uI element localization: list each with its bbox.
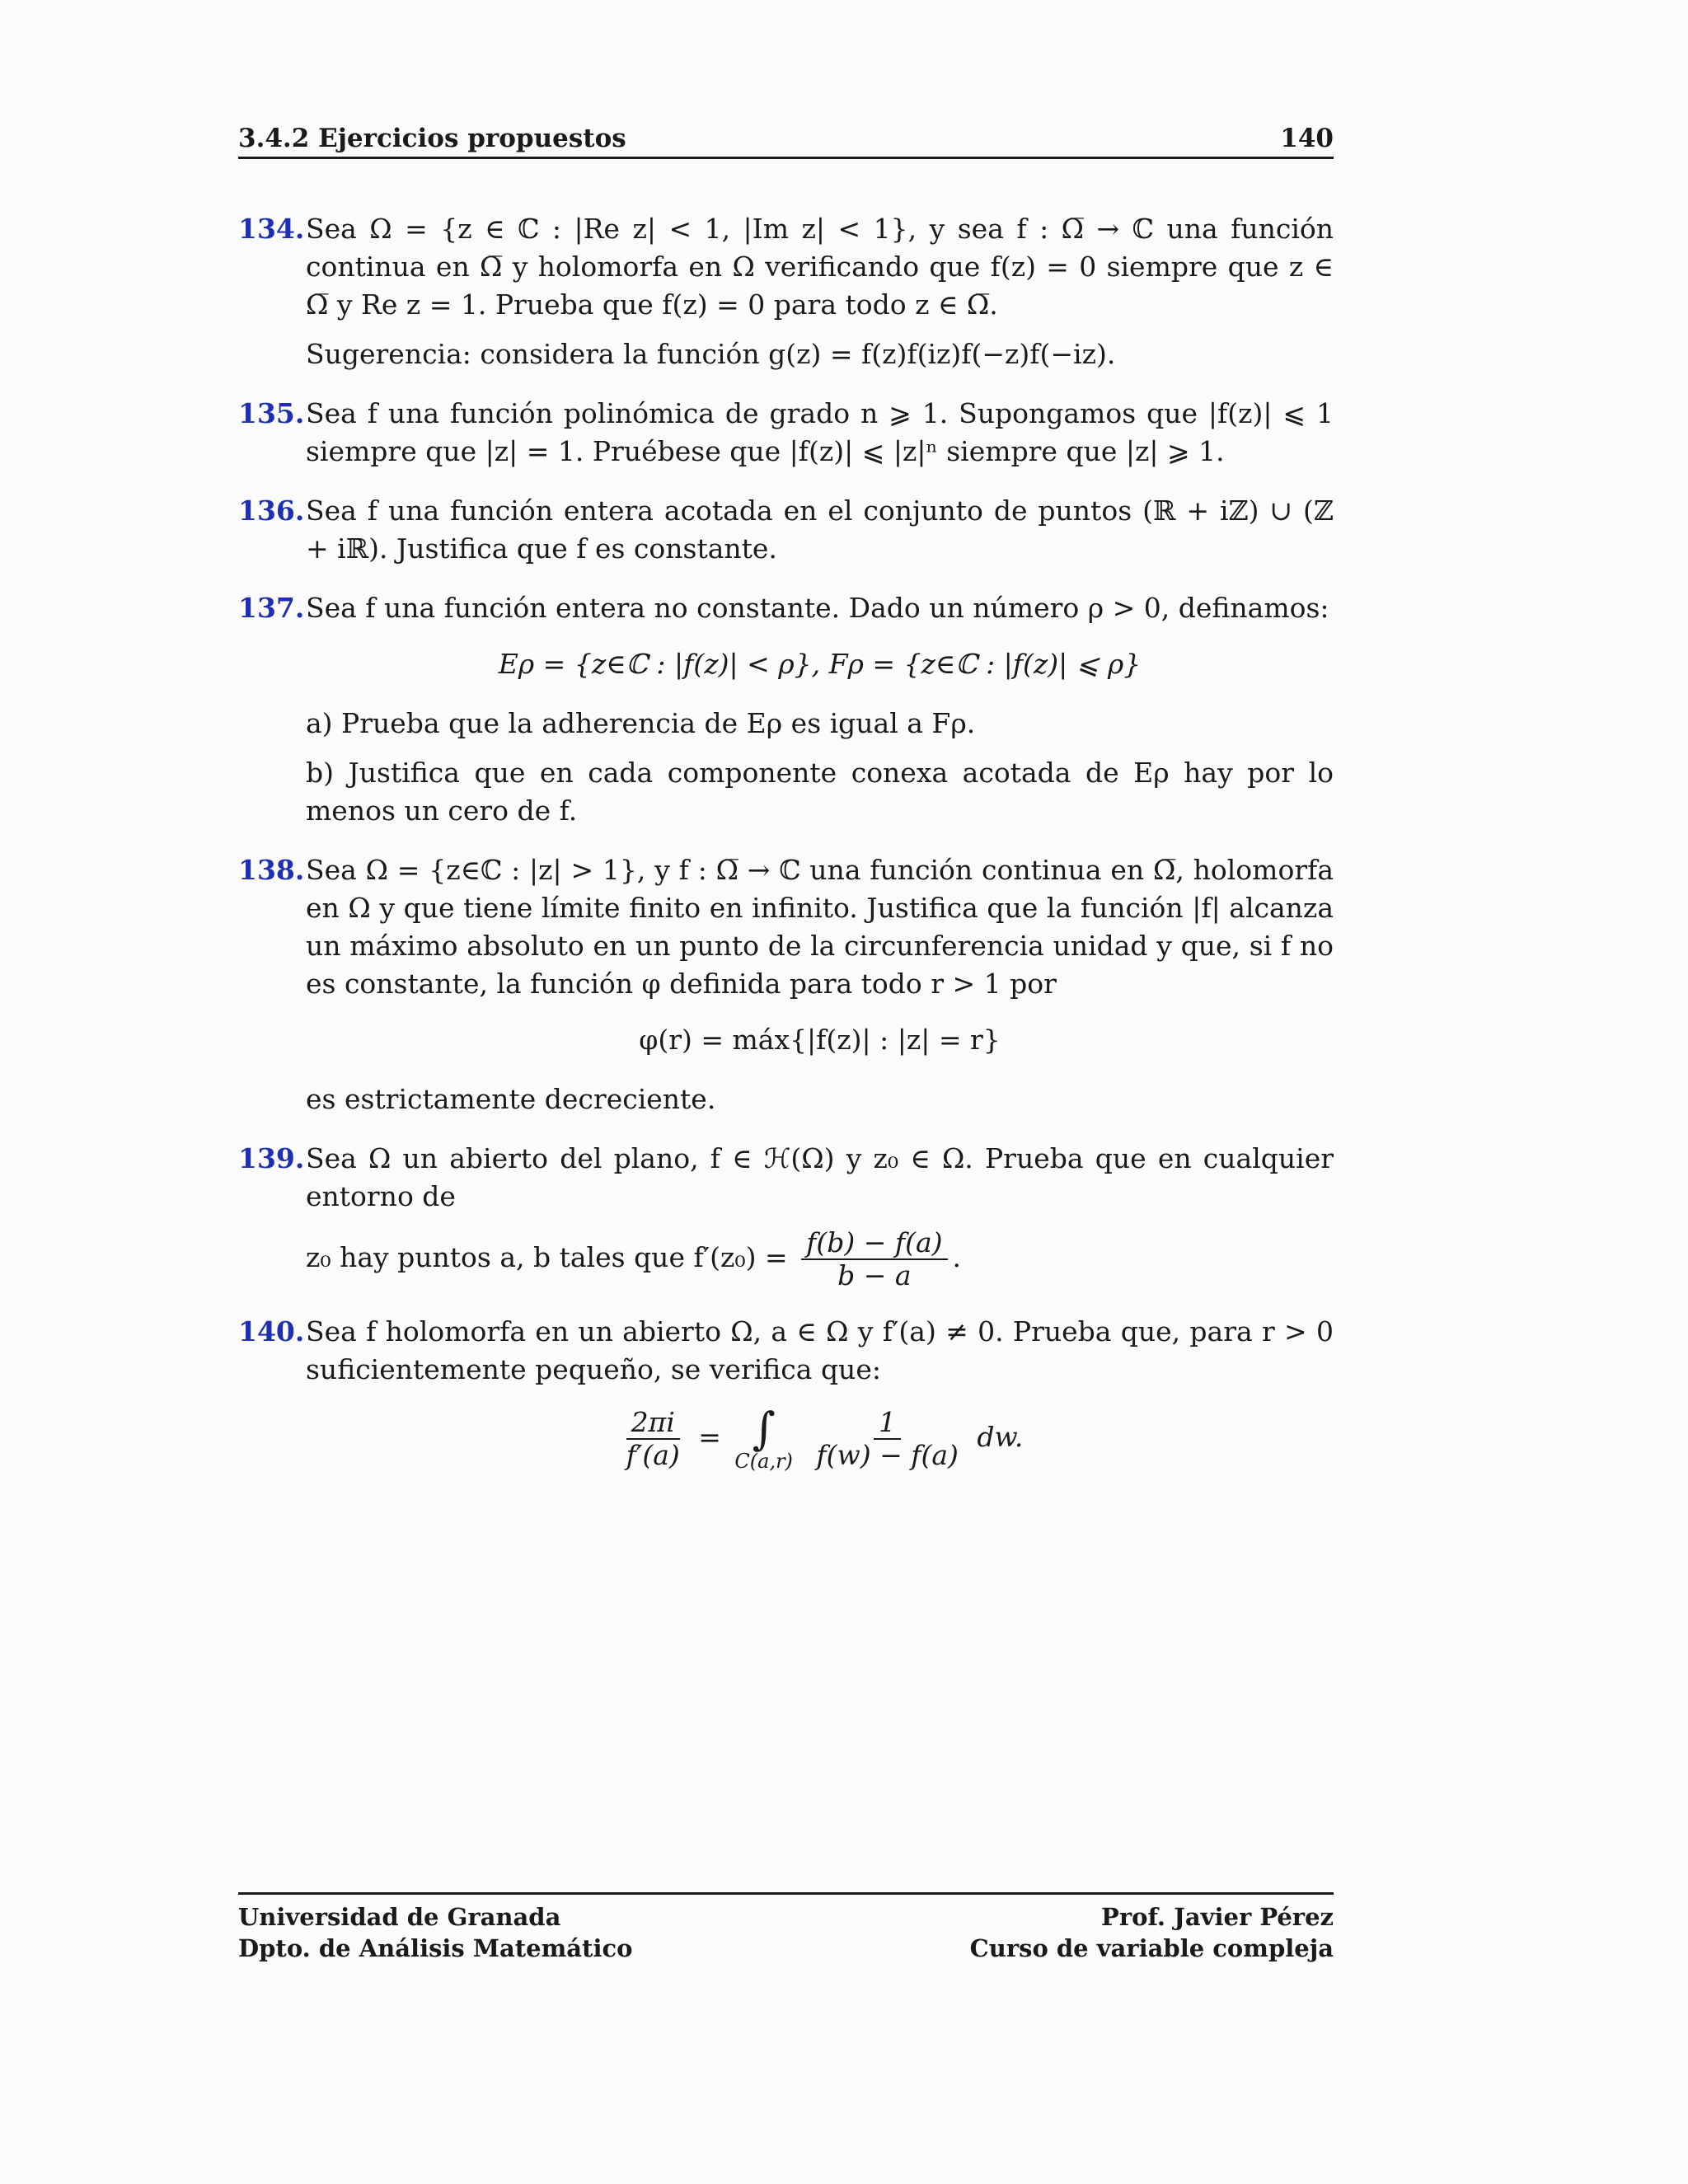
exercise-body <box>306 210 1334 373</box>
exercise-number: 137. <box>238 592 305 624</box>
exercise-134 <box>238 210 1334 373</box>
footer-left <box>238 1901 632 1964</box>
exercise-body <box>306 1313 1334 1493</box>
exercise-number: 136. <box>238 494 305 527</box>
page-footer <box>238 1892 1334 1964</box>
footer-author: Prof. Javier Pérez <box>1101 1903 1334 1931</box>
footer-department: Dpto. de Análisis Matemático <box>238 1934 633 1962</box>
fraction-numerator: 2πi <box>626 1407 680 1440</box>
inline-text: z₀ hay puntos a, b tales que f′(z₀) = <box>306 1241 788 1273</box>
integral <box>734 1403 793 1473</box>
exercise-statement-cont <box>306 1227 1334 1291</box>
fraction-denominator: f′(a) <box>626 1439 680 1471</box>
page-header <box>238 124 1334 159</box>
exercise-body <box>306 589 1334 830</box>
exercise-statement: Sea f una función entera acotada en el conjunto de puntos (ℝ + iℤ) ∪ (ℤ + iℝ). Justifica que f es constante. <box>306 494 1334 565</box>
exercise-body <box>306 395 1334 471</box>
exercise-number: 138. <box>238 854 305 886</box>
display-equation: φ(r) = máx{|f(z)| : |z| = r} <box>639 1024 1001 1056</box>
exercise-statement: Sea f una función entera no constante. Dado un número ρ > 0, definamos: <box>306 592 1329 624</box>
exercise-135 <box>238 395 1334 471</box>
exercise-number: 134. <box>238 213 305 245</box>
fraction-numerator: 1 <box>874 1407 901 1440</box>
rhs-fraction <box>811 1407 963 1471</box>
exercise-hint: Sugerencia: considera la función g(z) = f(z)f(iz)f(−z)f(−iz). <box>306 338 1116 370</box>
exercise-list <box>238 210 1334 1514</box>
fraction-numerator: f(b) − f(a) <box>801 1227 947 1260</box>
inline-text: . <box>952 1241 962 1273</box>
integral-sign: ∫ <box>752 1403 776 1455</box>
exercise-part-a: a) Prueba que la adherencia de Eρ es igual a Fρ. <box>306 707 976 739</box>
section-title: 3.4.2 Ejercicios propuestos <box>238 124 626 153</box>
exercise-part-b: b) Justifica que en cada componente conexa acotada de Eρ hay por lo menos un cero de f. <box>306 757 1334 827</box>
equals-sign: = <box>698 1421 721 1453</box>
exercise-number: 135. <box>238 397 305 429</box>
page-number: 140 <box>1280 124 1334 153</box>
fraction-denominator: b − a <box>837 1259 912 1291</box>
footer-right <box>970 1901 1334 1964</box>
exercise-body <box>306 1140 1334 1291</box>
footer-university: Universidad de Granada <box>238 1903 561 1931</box>
inline-fraction <box>801 1227 947 1291</box>
exercise-body <box>306 492 1334 568</box>
integral-contour: C(a,r) <box>734 1450 793 1473</box>
exercise-statement: Sea Ω un abierto del plano, f ∈ ℋ(Ω) y z₀ ∈ Ω. Prueba que en cualquier entorno de <box>306 1142 1334 1212</box>
differential: dw. <box>977 1421 1024 1453</box>
exercise-statement: Sea f holomorfa en un abierto Ω, a ∈ Ω y f′(a) ≠ 0. Prueba que, para r > 0 suficientemente pequeño, se verifica que: <box>306 1315 1334 1385</box>
exercise-statement: Sea Ω = {z ∈ ℂ : |Re z| < 1, |Im z| < 1}, y sea f : Ω̅ → ℂ una función continua en Ω̅ y holomorfa en Ω verificando que f(z) = 0 siempre que z ∈ Ω̅ y Re z = 1. Prueba que f(z) = 0 para todo z ∈ Ω̅. <box>306 213 1334 321</box>
exercise-number: 139. <box>238 1142 305 1174</box>
exercise-conclusion: es estrictamente decreciente. <box>306 1083 716 1115</box>
exercise-136 <box>238 492 1334 568</box>
exercise-140 <box>238 1313 1334 1493</box>
exercise-statement: Sea f una función polinómica de grado n ⩾ 1. Supongamos que |f(z)| ⩽ 1 siempre que |z| = 1. Pruébese que |f(z)| ⩽ |z|ⁿ siempre que |z| ⩾ 1. <box>306 397 1334 467</box>
lhs-fraction <box>621 1407 685 1471</box>
exercise-137 <box>238 589 1334 830</box>
footer-course: Curso de variable compleja <box>969 1934 1334 1962</box>
exercise-139 <box>238 1140 1334 1291</box>
exercise-body <box>306 851 1334 1118</box>
exercise-statement: Sea Ω = {z∈ℂ : |z| > 1}, y f : Ω̅ → ℂ una función continua en Ω̅, holomorfa en Ω y que tiene límite finito en infinito. Justifica que la función |f| alcanza un máximo absoluto en un punto de la circunferencia unidad y que, si f no es constante, la función φ definida para todo r > 1 por <box>306 854 1334 1000</box>
display-equation: Eρ = {z∈ℂ : |f(z)| < ρ}, Fρ = {z∈ℂ : |f(z)| ⩽ ρ} <box>498 648 1142 680</box>
fraction-denominator: f(w) − f(a) <box>816 1439 959 1471</box>
exercise-number: 140. <box>238 1315 305 1347</box>
display-equation <box>306 1403 1334 1473</box>
exercise-138 <box>238 851 1334 1118</box>
